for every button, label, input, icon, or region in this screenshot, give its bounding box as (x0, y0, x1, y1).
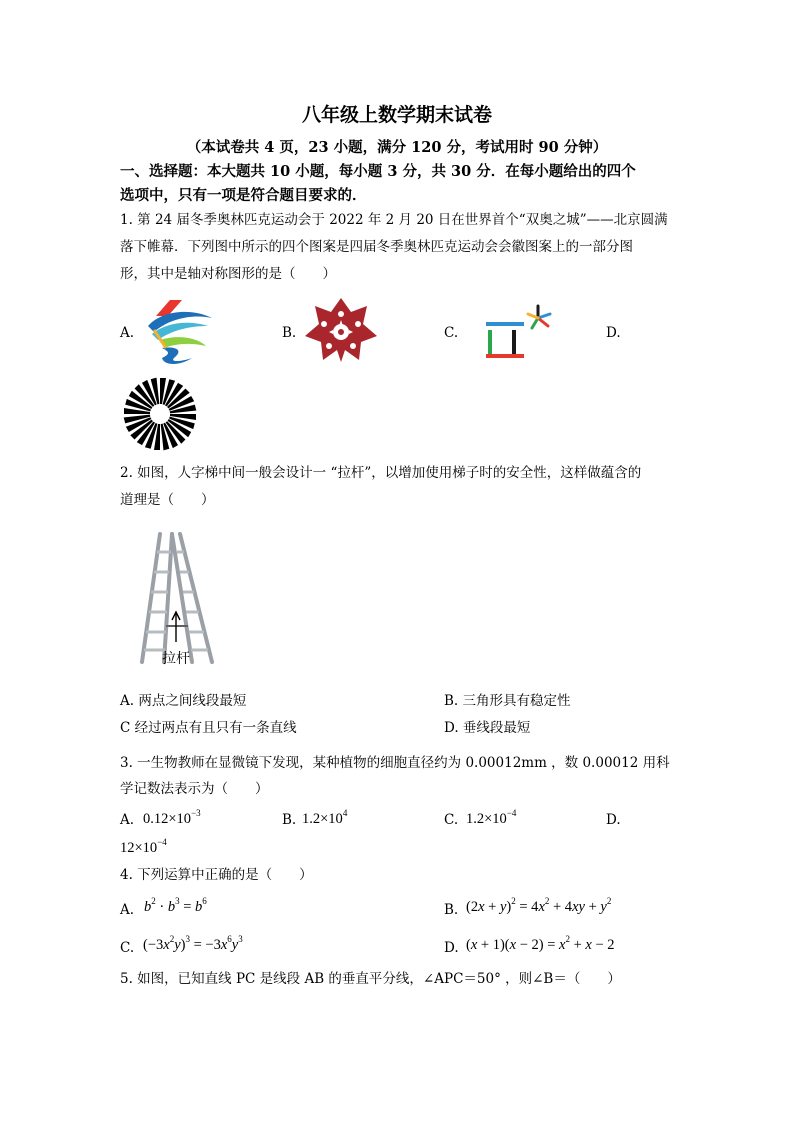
q3-option-d-label: D. (606, 812, 621, 828)
q2-option-a: A. 两点之间线段最短 (120, 693, 247, 709)
q2-option-c: C 经过两点有且只有一条直线 (120, 720, 297, 736)
q4-option-c-label: C. (120, 940, 135, 956)
q1-option-d-label: D. (606, 325, 621, 341)
q1-line2: 落下帷幕．下列图中所示的四个图案是四届冬季奥林匹克运动会会徽图案上的一部分图 (120, 239, 633, 255)
q3-option-b-expr: $1.2\times 10^4$ (302, 808, 348, 827)
q3-line1: 3. 一生物教师在显微镜下发现，某种植物的细胞直径约为 0.00012mm ，数 0.00012 用科 (120, 755, 670, 771)
q4-option-d-label: D. (444, 940, 459, 956)
q2-option-b: B. 三角形具有稳定性 (444, 693, 571, 709)
q4-option-a-expr: $b^2 \cdot b^3 = b^6$ (144, 896, 207, 915)
section-heading-line1: 一、选择题：本大题共 10 小题，每小题 3 分，共 30 分．在每小题给出的四个 (120, 163, 636, 180)
q4-line1: 4. 下列运算中正确的是（ ） (120, 867, 313, 883)
q4-option-b-expr: $(2x + y)^2 = 4x^2 + 4xy + y^2$ (466, 896, 612, 915)
section-heading-line2: 选项中，只有一项是符合题目要求的． (120, 187, 367, 204)
q4-option-a-label: A. (120, 902, 135, 918)
q1-option-c-label: C. (444, 325, 459, 341)
page-title: 八年级上数学期末试卷 (301, 104, 492, 126)
q3-option-a-label: A. (120, 812, 135, 828)
emblem-a-image (140, 296, 218, 366)
q3-option-c-label: C. (444, 812, 459, 828)
q4-option-d-expr: $(x + 1)(x - 2) = x^2 + x - 2$ (466, 934, 615, 953)
ladder-bar-label: 拉杆 (162, 651, 190, 667)
q1-option-b-label: B. (282, 325, 297, 341)
q2-line1: 2. 如图，人字梯中间一般会设计一 “拉杆”，以增加使用梯子时的安全性，这样做蕴含的 (120, 465, 642, 481)
emblem-c-image (484, 302, 556, 360)
emblem-b-image (303, 296, 379, 364)
q4-option-c-expr: $(-3x^2y)^3 = -3x^6y^3$ (143, 934, 243, 953)
q3-option-b-label: B. (282, 812, 297, 828)
q2-line2: 道理是（ ） (120, 492, 215, 508)
q1-line1: 1. 第 24 届冬季奥林匹克运动会于 2022 年 2 月 20 日在世界首个“双奥之城”——北京圆满 (120, 212, 668, 228)
q1-option-a-label: A. (120, 325, 135, 341)
exam-info: （本试卷共 4 页，23 小题，满分 120 分，考试用时 90 分钟） (186, 139, 608, 156)
q3-option-c-expr: $1.2\times 10^{-4}$ (466, 808, 517, 827)
q4-option-b-label: B. (444, 902, 459, 918)
emblem-d-image (123, 377, 197, 451)
q3-option-d-expr: $12\times 10^{-4}$ (120, 837, 167, 856)
q1-line3: 形，其中是轴对称图形的是（ ） (120, 266, 336, 282)
q2-option-d: D. 垂线段最短 (444, 720, 531, 736)
q5-line1: 5. 如图，已知直线 PC 是线段 AB 的垂直平分线，∠APC＝50° ，则∠B＝（ ） (120, 971, 621, 987)
q3-line2: 学记数法表示为（ ） (120, 781, 269, 797)
q3-option-a-expr: $0.12\times 10^{-3}$ (143, 808, 201, 827)
